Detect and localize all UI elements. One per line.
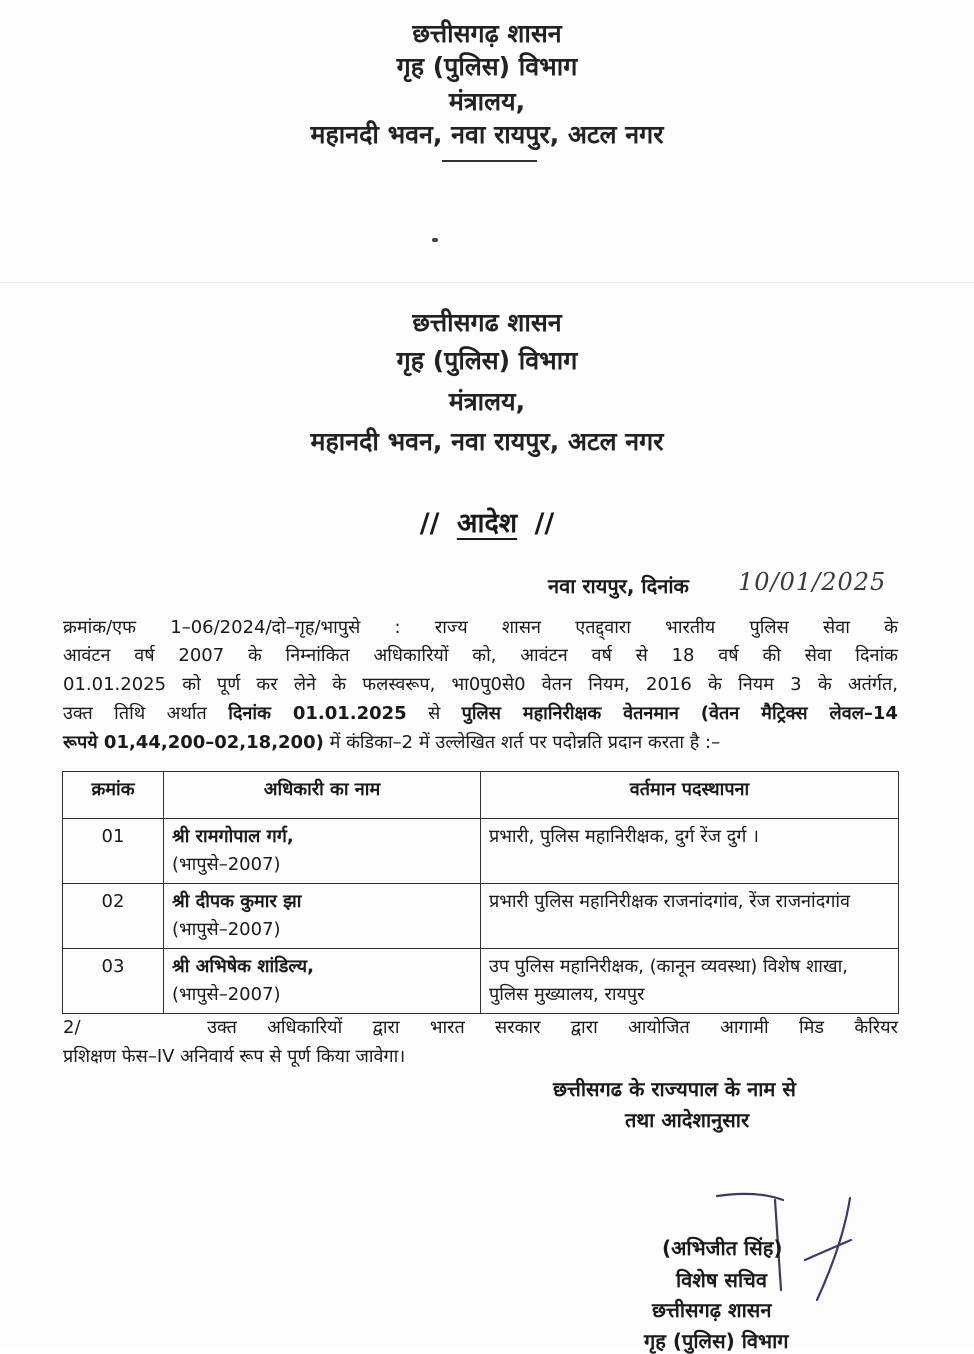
header-name: अधिकारी का नाम [164, 772, 481, 819]
top-govt-name: छत्तीसगढ़ शासन [412, 19, 562, 48]
table-row [63, 949, 899, 1014]
closing-line2: तथा आदेशानुसार [625, 1108, 750, 1132]
page-seam [0, 282, 974, 283]
officer-service: (भापुसे–2007) [172, 919, 281, 940]
department: गृह (पुलिस) विभाग [396, 346, 578, 375]
para1-line5-a: रूपये 01,44,200–02,18,200) [63, 732, 324, 753]
para1-line1: क्रमांक/एफ 1–06/2024/दो–गृह/भापुसे : राज्य शासन एतद्द्वारा भारतीय पुलिस सेवा के [63, 617, 898, 638]
table-row [63, 819, 899, 884]
para1-line3: 01.01.2025 को पूर्ण कर लेने के फलस्वरूप, भा0पु0से0 वेतन नियम, 2016 के नियम 3 के अतंर्गत, [63, 674, 898, 695]
para1-line4-c: से [428, 703, 441, 724]
para1-line2: आवंटन वर्ष 2007 के निम्नांकित अधिकारियों को, आवंटन वर्ष से 18 वर्ष की सेवा दिनांक [63, 645, 898, 666]
row-posting: प्रभारी पुलिस महानिरीक्षक राजनांदगांव, रेंज राजनांदगांव [481, 884, 899, 949]
order-title [0, 503, 974, 540]
para2-line1 [63, 1014, 898, 1043]
row-posting: उप पुलिस महानिरीक्षक, (कानून व्यवस्था) विशेष शाखा, पुलिस मुख्यालय, रायपुर [481, 949, 899, 1014]
order-title-right-marks: // [534, 508, 555, 539]
govt-name: छत्तीसगढ शासन [412, 308, 562, 337]
handwritten-date: 10/01/2025 [738, 568, 887, 596]
row-officer [164, 949, 481, 1014]
signatory-government: छत्तीसगढ़ शासन [652, 1298, 772, 1322]
officer-service: (भापुसे–2007) [172, 854, 281, 875]
top-letterhead [0, 0, 974, 200]
top-address: महानदी भवन, नवा रायपुर, अटल नगर [310, 120, 664, 149]
date-label: नवा रायपुर, दिनांक [548, 574, 689, 598]
para1-line4-a: उक्त तिथि अर्थात [63, 703, 207, 724]
row-sno: 03 [63, 949, 164, 1014]
scan-speck [432, 238, 438, 242]
signatory-department: गृह (पुलिस) विभाग [644, 1329, 789, 1353]
top-rule [442, 160, 537, 162]
row-officer [164, 819, 481, 884]
table-row [63, 884, 899, 949]
signatory-designation: विशेष सचिव [676, 1268, 767, 1292]
row-sno: 02 [63, 884, 164, 949]
para2-text1: उक्त अधिकारियों द्वारा भारत सरकार द्वारा आयोजित आगामी मिड कैरियर [207, 1017, 898, 1038]
address: महानदी भवन, नवा रायपुर, अटल नगर [310, 427, 664, 456]
order-title-word: आदेश [456, 508, 518, 539]
top-ministry: मंत्रालय, [448, 87, 526, 116]
order-title-left-marks: // [419, 508, 440, 539]
row-posting: प्रभारी, पुलिस महानिरीक्षक, दुर्ग रेंज दुर्ग । [481, 819, 899, 884]
row-sno: 01 [63, 819, 164, 884]
para1-line4 [63, 700, 898, 729]
signatory-name: (अभिजीत सिंह) [662, 1236, 783, 1260]
officer-name: श्री रामगोपाल गर्ग, [172, 826, 294, 847]
row-officer [164, 884, 481, 949]
table-header-row [63, 772, 899, 819]
para2-line2: प्रशिक्षण फेस–IV अनिवार्य रूप से पूर्ण किया जावेगा। [63, 1046, 406, 1067]
para1-line5 [63, 729, 898, 758]
header-sno: क्रमांक [63, 772, 164, 819]
ministry: मंत्रालय, [448, 387, 526, 416]
top-department: गृह (पुलिस) विभाग [396, 52, 578, 81]
header-posting: वर्तमान पदस्थापना [481, 772, 899, 819]
para2-number: 2/ [63, 1017, 81, 1038]
officers-table [62, 771, 899, 1014]
officer-name: श्री अभिषेक शांडिल्य, [172, 956, 314, 977]
closing-line1: छत्तीसगढ के राज्यपाल के नाम से [553, 1077, 796, 1101]
officer-name: श्री दीपक कुमार झा [172, 891, 302, 912]
para1-line4-d: पुलिस महानिरीक्षक वेतनमान (वेतन मैट्रिक्स लेवल–14 [461, 703, 898, 724]
officer-service: (भापुसे–2007) [172, 984, 281, 1005]
para1-line5-b: में कंडिका–2 में उल्लेखित शर्त पर पदोन्नति प्रदान करता है :– [329, 732, 721, 753]
para1-line4-b: दिनांक 01.01.2025 [228, 703, 407, 724]
